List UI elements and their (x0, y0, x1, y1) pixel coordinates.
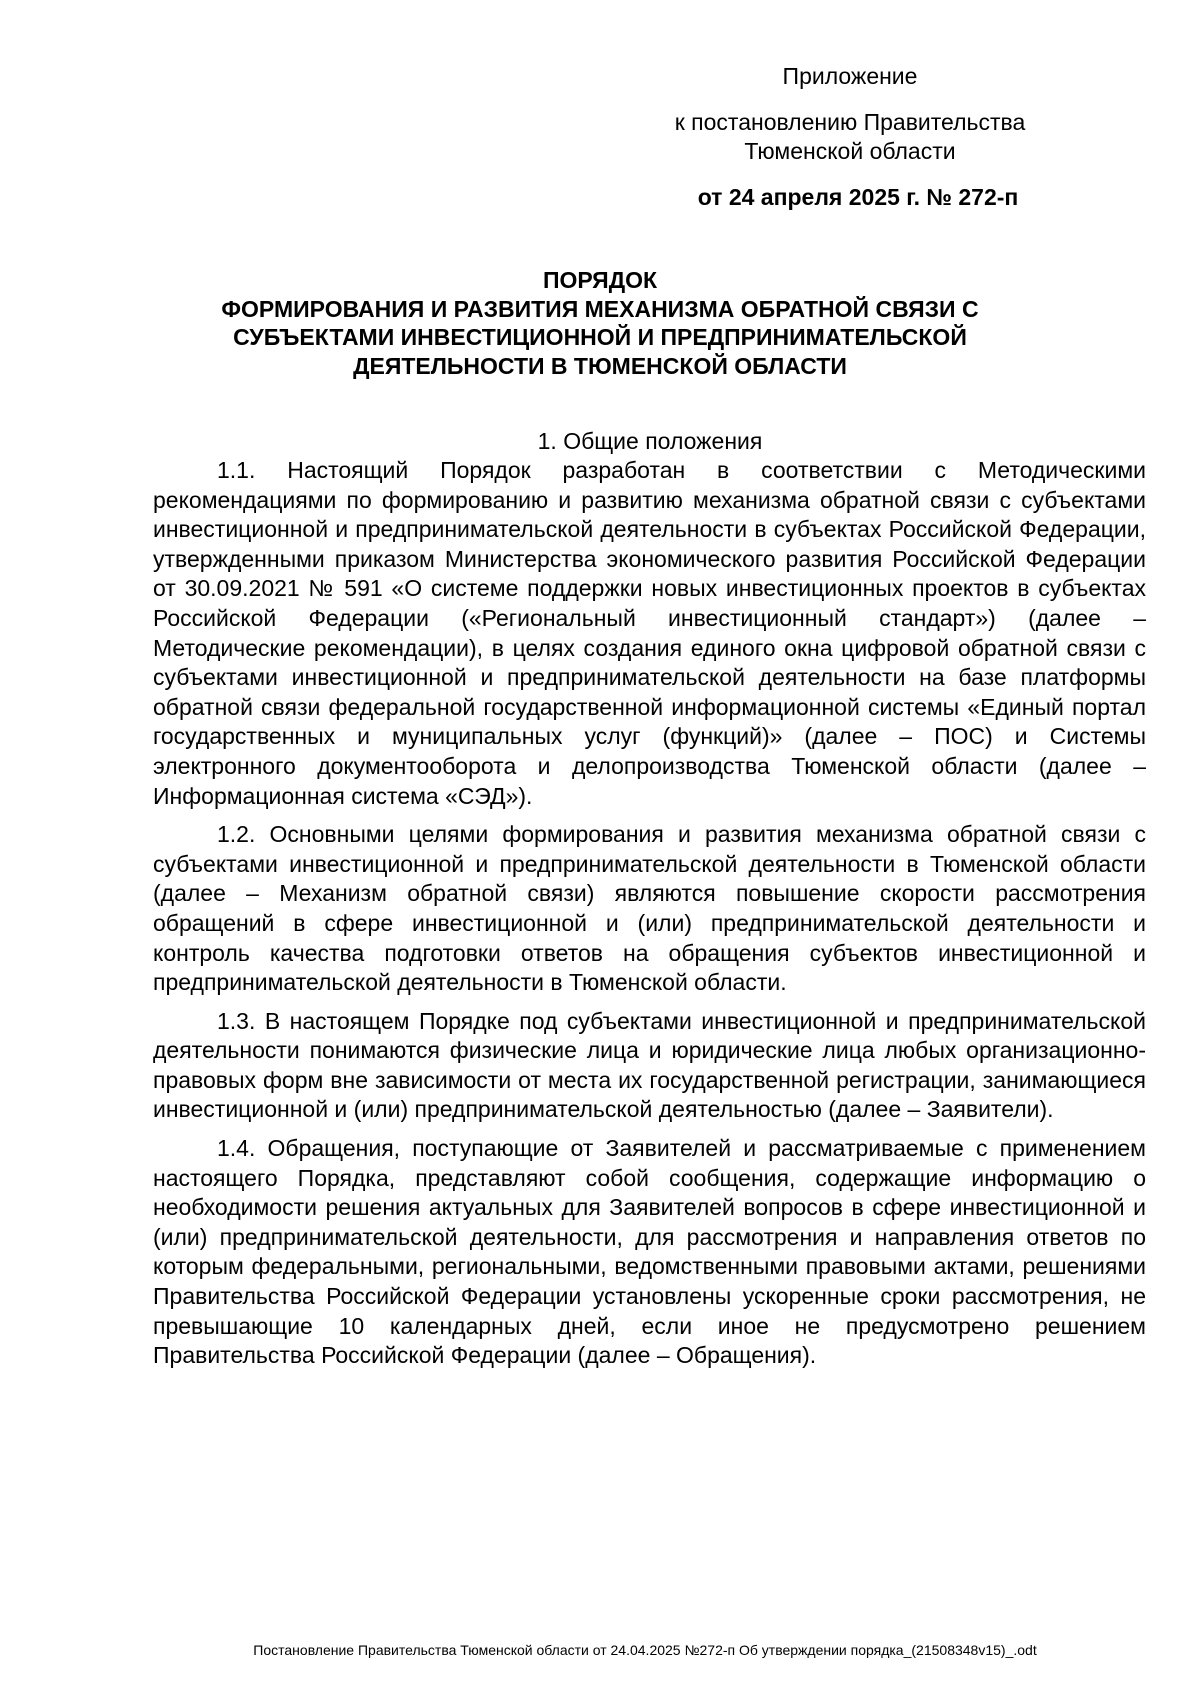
document-body (153, 456, 1146, 1371)
annex-resolution: к постановлению Правительства (674, 109, 1026, 135)
title-line-2: ФОРМИРОВАНИЯ И РАЗВИТИЯ МЕХАНИЗМА ОБРАТНОЙ СВЯЗИ С (221, 295, 979, 322)
annex-date-number: от 24 апреля 2025 г. № 272-п (697, 184, 1019, 210)
annex-label: Приложение (782, 63, 918, 89)
title-line-1: ПОРЯДОК (542, 267, 658, 293)
annex-block (650, 62, 1110, 212)
paragraph-1-3: 1.3. В настоящем Порядке под субъектами инвестиционной и предпринимательской деятельности понимаются физические лица и юридические лица любых организационно-правовых форм вне зависимости от места их государственной регистрации, занимающиеся инвестиционной и (или) предпринимательской деятельностью (далее – Заявители). (153, 1007, 1146, 1123)
paragraph-1-4: 1.4. Обращения, поступающие от Заявителей и рассматриваемые с применением настоящего Порядка, представляют собой сообщения, содержащие информацию о необходимости решения актуальных для Заявителей вопросов в сфере инвестиционной и (или) предпринимательской деятельности, для рассмотрения и направления ответов по которым федеральными, региональными, ведомственными правовыми актами, решениями Правительства Российской Федерации установлены ускоренные сроки рассмотрения, не превышающие 10 календарных дней, если иное не предусмотрено решением Правительства Российской Федерации (далее – Обращения). (153, 1135, 1146, 1369)
title-line-4: ДЕЯТЕЛЬНОСТИ В ТЮМЕНСКОЙ ОБЛАСТИ (353, 352, 847, 379)
annex-region: Тюменской области (744, 138, 956, 164)
title-line-3: СУБЪЕКТАМИ ИНВЕСТИЦИОННОЙ И ПРЕДПРИНИМАТЕЛЬСКОЙ (233, 324, 967, 350)
paragraph-1-2: 1.2. Основными целями формирования и развития механизма обратной связи с субъектами инвестиционной и предпринимательской деятельности в Тюменской области (далее – Механизм обратной связи) являются повышение скорости рассмотрения обращений в сфере инвестиционной и (или) предпринимательской деятельности и контроль качества подготовки ответов на обращения субъектов инвестиционной и предпринимательской деятельности в Тюменской области. (153, 821, 1146, 996)
section-heading: 1. Общие положения (537, 428, 763, 454)
paragraph-1-1: 1.1. Настоящий Порядок разработан в соответствии с Методическими рекомендациями по формированию и развитию механизма обратной связи с субъектами инвестиционной и предпринимательской деятельности в субъектах Российской Федерации, утвержденными приказом Министерства экономического развития Российской Федерации от 30.09.2021 № 591 «О системе поддержки новых инвестиционных проектов в субъектах Российской Федерации («Региональный инвестиционный стандарт») (далее – Методические рекомендации), в целях создания единого окна цифровой обратной связи с субъектами инвестиционной и предпринимательской деятельности на базе платформы обратной связи федеральной государственной информационной системы «Единый портал государственных и муниципальных услуг (функций)» (далее – ПОС) и Системы электронного документооборота и делопроизводства Тюменской области (далее – Информационная система «СЭД»). (153, 457, 1146, 809)
page-footer: Постановление Правительства Тюменской области от 24.04.2025 №272-п Об утверждении порядка_(21508348v15)_.odt (253, 1642, 1037, 1658)
document-title (150, 266, 1050, 380)
